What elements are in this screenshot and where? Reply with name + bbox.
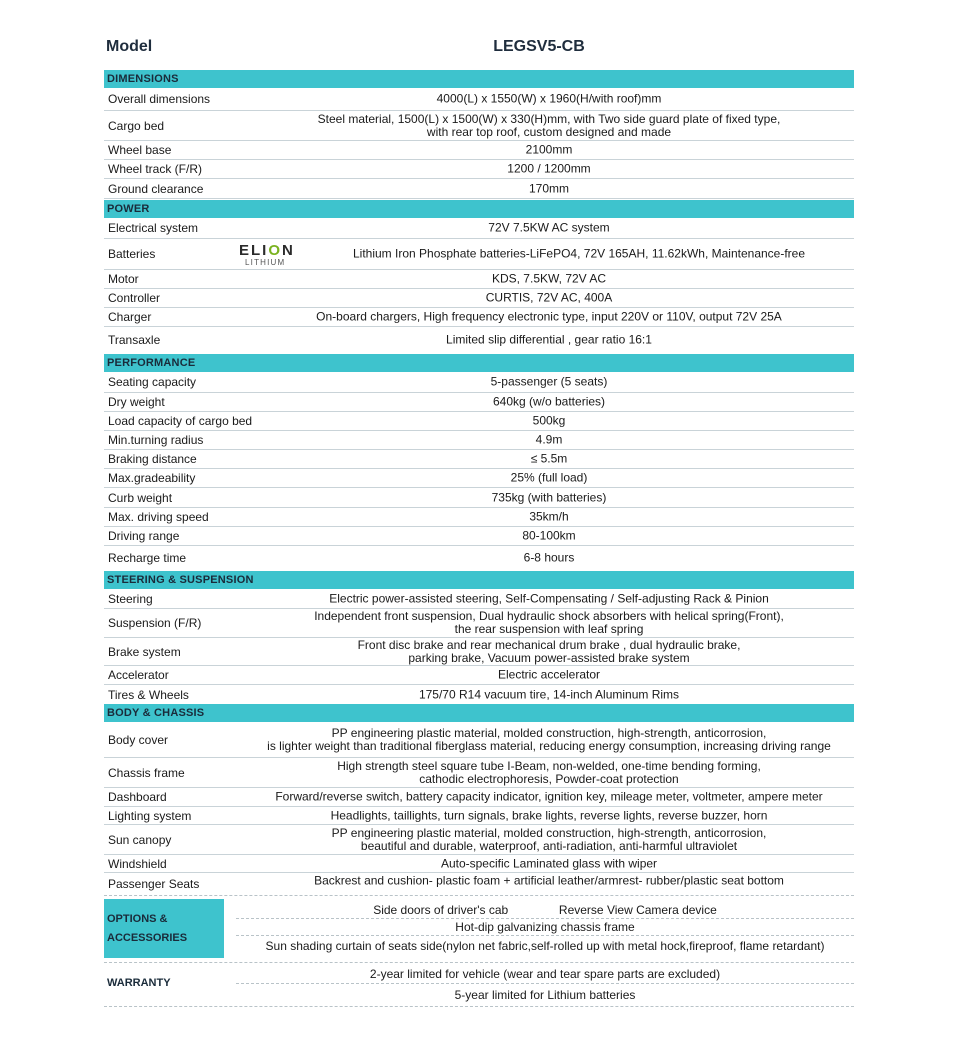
spec-value: 175/70 R14 vacuum tire, 14-inch Aluminum Rims [418,687,680,701]
spec-label: Accelerator [108,668,169,682]
spec-value: Backrest and cushion- plastic foam + artificial leather/armrest- rubber/plastic seat bottom [314,872,784,887]
spec-label: Passenger Seats [108,876,200,891]
spec-value: High strength steel square tube I-Beam, non-welded, one-time bending forming, cathodic electrophoresis, Powder-coat protection [337,758,761,786]
warranty-row-1 [236,964,854,984]
spec-label: Controller [108,291,161,305]
spec-row-turning-radius [104,431,854,450]
spec-label: Body cover [108,732,169,747]
spec-label: Braking distance [108,452,197,466]
logo-wordmark: ELION [239,242,295,259]
spec-label: Curb weight [108,490,173,505]
section-title: PERFORMANCE [107,357,196,369]
spec-row-curb-weight [104,488,854,508]
section-title: POWER [107,203,150,215]
option-item: Sun shading curtain of seats side(nylon net fabric,self-rolled up with metal hock,fireproof, flame retardant) [265,939,825,953]
spec-row-gradeability [104,469,854,488]
spec-value: 6-8 hours [523,550,575,565]
spec-row-brake-system [104,638,854,666]
spec-row-steering [104,589,854,609]
warranty-label: WARRANTY [107,977,171,989]
spec-label: Max.gradeability [108,471,196,485]
spec-row-recharge-time [104,546,854,570]
spec-label: Wheel track (F/R) [108,162,203,176]
spec-label: Recharge time [108,551,187,565]
spec-label: Lighting system [108,808,192,823]
spec-value: Limited slip differential , gear ratio 16:1 [446,332,652,347]
section-title: DIMENSIONS [107,73,179,85]
spec-row-braking-distance [104,450,854,469]
section-dimensions [104,70,854,88]
spec-value: Independent front suspension, Dual hydraulic shock absorbers with helical spring(Front), the rear suspension with leaf spring [314,609,784,636]
spec-row-accelerator [104,666,854,685]
spec-row-body-cover [104,722,854,758]
spec-row-overall-dimensions [104,88,854,111]
spec-row-suspension [104,609,854,638]
spec-label: Transaxle [108,333,161,347]
spec-row-seating-capacity [104,372,854,393]
spec-label: Charger [108,310,152,324]
spec-value: 35km/h [529,509,569,524]
spec-value: Forward/reverse switch, battery capacity indicator, ignition key, mileage meter, voltmeter, ampere meter [275,789,823,804]
spec-row-wheel-base [104,141,854,160]
spec-row-transaxle [104,327,854,353]
model-label: Model [106,38,153,55]
options-accessories-box [104,899,224,958]
warranty-item: 5-year limited for Lithium batteries [454,988,636,1002]
spec-row-motor [104,270,854,289]
spec-value: 4.9m [535,432,563,447]
spec-value: 500kg [532,413,566,428]
spec-value: 735kg (with batteries) [491,490,607,504]
spec-label: Electrical system [108,221,199,235]
spec-value: 72V 7.5KW AC system [488,220,610,235]
spec-value: Steel material, 1500(L) x 1500(W) x 330(H)mm, with Two side guard plate of fixed type, with rear top roof, custom designed and made [317,111,781,139]
spec-value: KDS, 7.5KW, 72V AC [491,271,607,286]
spec-row-driving-speed [104,508,854,527]
spec-row-dashboard [104,788,854,807]
spec-row-ground-clearance [104,179,854,199]
divider [104,1006,854,1007]
option-row-1 [236,901,854,919]
section-performance [104,354,854,372]
spec-value: Lithium Iron Phosphate batteries-LiFePO4, 72V 165AH, 11.62kWh, Maintenance-free [352,246,806,261]
spec-row-wheel-track [104,160,854,179]
section-power [104,200,854,218]
logo-subtitle: LITHIUM [245,258,286,267]
spec-value: 1200 / 1200mm [507,161,591,176]
spec-label: Seating capacity [108,375,197,389]
spec-row-lighting-system [104,807,854,825]
spec-row-driving-range [104,527,854,546]
spec-label: Cargo bed [108,118,165,133]
options-label: OPTIONS & [107,913,168,925]
spec-row-dry-weight [104,393,854,412]
model-value: LEGSV5-CB [493,38,585,55]
spec-label: Brake system [108,644,181,659]
spec-row-windshield [104,855,854,873]
spec-row-chassis-frame [104,758,854,788]
section-steering-suspension [104,571,854,589]
spec-value: 5-passenger (5 seats) [490,374,608,389]
spec-label: Motor [108,272,139,286]
model-header [104,38,854,62]
spec-row-batteries [104,239,854,270]
spec-label: Dashboard [108,790,167,804]
section-title: BODY & CHASSIS [107,707,205,719]
option-item: Side doors of driver's cab Reverse View Camera device [373,902,717,917]
spec-label: Dry weight [108,395,165,409]
spec-value: Auto-specific Laminated glass with wiper [440,856,658,870]
spec-label: Overall dimensions [108,92,211,106]
spec-value: 80-100km [522,528,576,543]
option-row-2 [236,919,854,936]
spec-label: Ground clearance [108,181,204,196]
spec-label: Sun canopy [108,832,172,847]
spec-label: Load capacity of cargo bed [108,414,253,428]
spec-row-controller [104,289,854,308]
spec-row-charger [104,308,854,327]
spec-label: Steering [108,591,153,606]
spec-value: Electric accelerator [497,667,601,682]
spec-label: Tires & Wheels [108,687,189,702]
spec-row-cargo-bed [104,111,854,141]
spec-row-passenger-seats [104,873,854,894]
spec-row-tires-wheels [104,685,854,704]
spec-value: 4000(L) x 1550(W) x 1960(H/with roof)mm [436,91,662,106]
warranty-item: 2-year limited for vehicle (wear and tear spare parts are excluded) [369,966,721,981]
spec-label: Suspension (F/R) [108,616,202,630]
warranty-row-2 [236,984,854,1006]
spec-value: Headlights, taillights, turn signals, brake lights, reverse lights, reverse buzzer, horn [330,808,768,822]
spec-value: 640kg (w/o batteries) [492,394,606,409]
divider [104,895,854,896]
elion-logo [239,242,299,268]
spec-value: 25% (full load) [510,470,588,485]
spec-label: Batteries [108,247,156,261]
option-item: Hot-dip galvanizing chassis frame [455,920,635,934]
accessories-label: ACCESSORIES [107,932,188,944]
spec-value: PP engineering plastic material, molded construction, high-strength, anticorrosion, beautiful and durable, waterproof, anti-radiation, anti-harmful ultraviolet [331,825,767,853]
spec-value: CURTIS, 72V AC, 400A [485,290,613,305]
spec-label: Windshield [108,856,167,871]
spec-label: Max. driving speed [108,510,209,524]
option-row-3 [236,936,854,956]
spec-value: On-board chargers, High frequency electronic type, input 220V or 110V, output 72V 25A [316,309,782,324]
divider [104,962,854,963]
spec-label: Wheel base [108,143,172,157]
spec-value: ≤ 5.5m [530,451,568,466]
section-body-chassis [104,704,854,722]
spec-label: Min.turning radius [108,433,204,447]
spec-value: PP engineering plastic material, molded construction, high-strength, anticorrosion, is lighter weight than traditional fiberglass material, reducing energy consumption, increasing driving range [267,725,831,753]
spec-row-sun-canopy [104,825,854,855]
spec-value: 170mm [528,181,569,195]
section-title: STEERING & SUSPENSION [107,574,254,586]
spec-label: Chassis frame [108,765,185,780]
spec-row-electrical-system [104,218,854,239]
spec-value: 2100mm [525,142,573,157]
spec-row-load-capacity [104,412,854,431]
spec-label: Driving range [108,529,180,543]
spec-value: Front disc brake and rear mechanical drum brake , dual hydraulic brake, parking brake, Vacuum power-assisted brake system [357,637,741,665]
spec-value: Electric power-assisted steering, Self-Compensating / Self-adjusting Rack & Pinion [329,591,769,605]
